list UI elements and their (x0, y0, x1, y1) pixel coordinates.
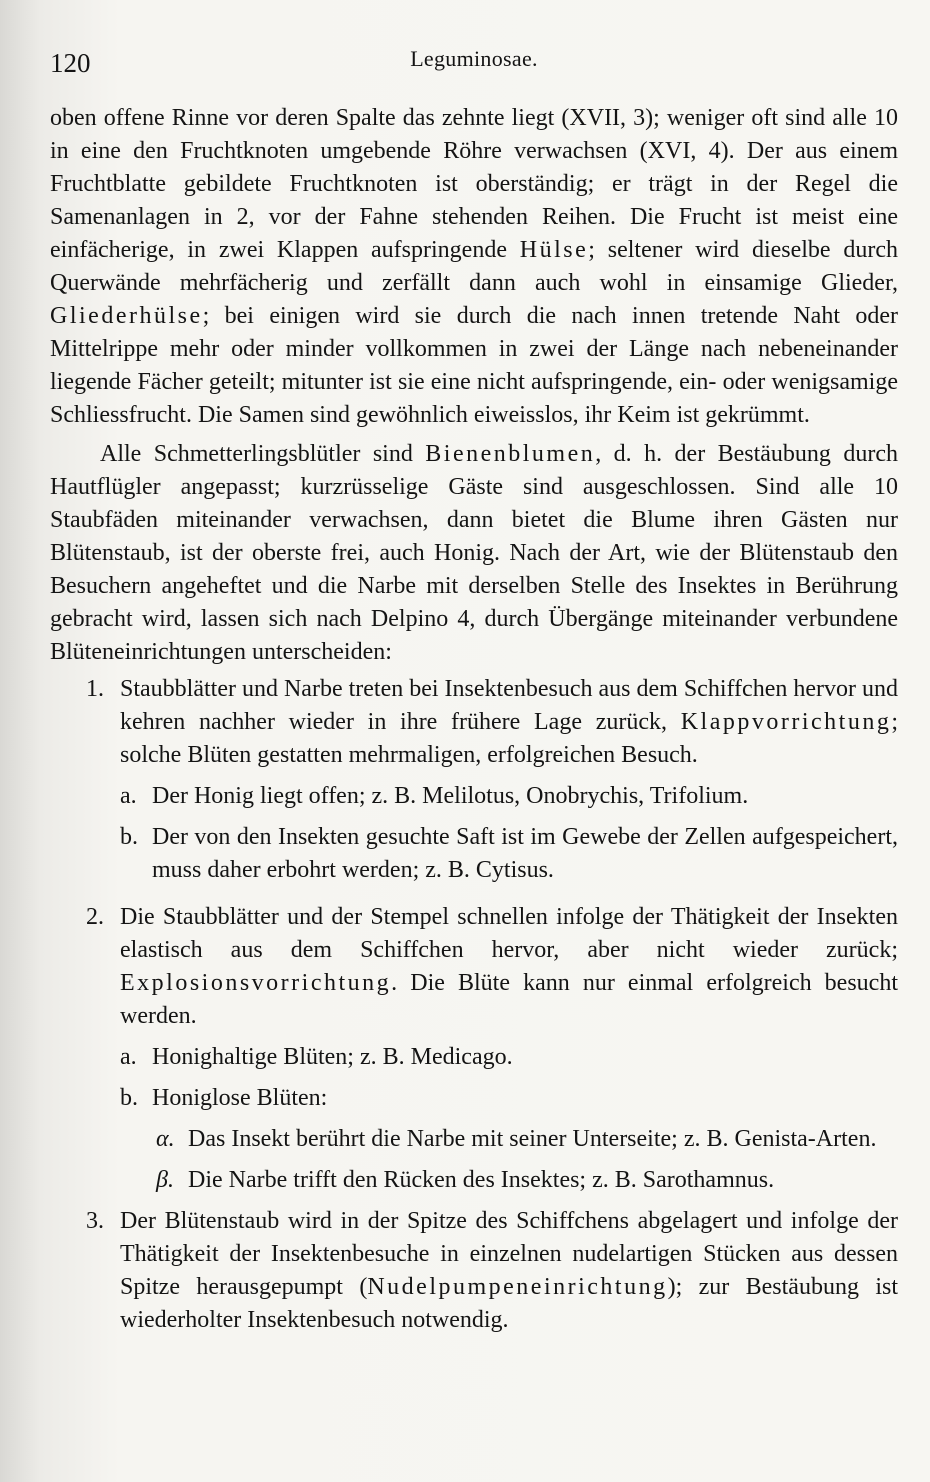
list-item-text (120, 901, 898, 1033)
list-item-text (120, 1205, 898, 1337)
list-number: 1. (86, 676, 104, 702)
subsubitem-text: Die Narbe trifft den Rücken des Insektes; z. B. Sarothamnus. (188, 1167, 775, 1193)
text-run: ; bei einigen wird sie durch die nach innen tretende Naht oder Mittelrippe mehr oder minder vollkommen in zwei der Länge nach nebeneinander liegende Fächer geteilt; mitunter ist sie eine nicht aufspringende, ein- oder wenigsamige Schliessfrucht. Die Samen sind gewöhnlich eiweisslos, ihr Keim ist gekrümmt. (50, 303, 898, 428)
paragraph-fruit-description (50, 102, 898, 432)
text-run: ; solche Blüten gestatten mehrmaligen, erfolgreichen Besuch. (120, 709, 898, 768)
text-run: ); zur Bestäubung ist wiederholter Insektenbesuch notwendig. (120, 1274, 898, 1333)
page-number: 120 (50, 48, 91, 78)
text-run: Die Staubblätter und der Stempel schnellen infolge der Thätigkeit der Insekten elastisch aus dem Schiffchen hervor, aber nicht wieder zurück; (120, 904, 898, 963)
greek-letter: α. (156, 1126, 175, 1152)
text-run: , d. h. der Bestäubung durch Hautflügler angepasst; kurzrüsselige Gäste sind ausgeschlossen. Sind alle 10 Staubfäden miteinander verwachsen, dann bietet die Blume ihren Gästen nur Blütenstaub, ist der oberste frei, auch Honig. Nach der Art, wie der Blütenstaub den Besuchern angeheftet und die Narbe mit derselben Stelle des Insektes in Berührung gebracht wird, lassen sich nach Delpino 4, durch Übergänge miteinander verbundene Blüteneinrichtungen unterscheiden: (50, 441, 899, 665)
list-item (50, 1205, 898, 1337)
emphasis-term: Gliederhülse (50, 303, 203, 329)
list-item-text (120, 673, 898, 772)
sub-letter: b. (120, 824, 138, 850)
running-title: Leguminosae. (410, 46, 538, 71)
page-header (50, 44, 898, 82)
list-subitem (50, 1082, 898, 1115)
text-run: Alle Schmetterlingsblütler sind (100, 441, 426, 467)
list-subitem (50, 1041, 898, 1074)
list-number: 3. (86, 1208, 104, 1234)
greek-letter: β. (156, 1167, 174, 1193)
subitem-text: Der Honig liegt offen; z. B. Melilotus, Onobrychis, Trifolium. (152, 783, 749, 809)
emphasis-term: Klappvorrichtung (680, 709, 892, 735)
emphasis-term: Hülse (519, 237, 589, 263)
list-subsubitem (50, 1123, 898, 1156)
sub-letter: b. (120, 1085, 138, 1111)
emphasis-term: Explosionsvorrichtung (120, 970, 392, 996)
list-subsubitem (50, 1164, 898, 1197)
subitem-text: Honighaltige Blüten; z. B. Medicago. (152, 1044, 513, 1070)
subitem-text: Der von den Insekten gesuchte Saft ist im Gewebe der Zellen aufgespeichert, muss daher erbohrt werden; z. B. Cytisus. (152, 824, 898, 883)
emphasis-term: Nudelpumpeneinrichtung (367, 1274, 668, 1300)
text-run: ; seltener wird dieselbe durch Querwände mehrfächerig und zerfällt dann auch wohl in einsamige Glieder, (50, 237, 899, 296)
text-run: . Die Blüte kann nur einmal erfolgreich besucht werden. (120, 970, 898, 1029)
sub-letter: a. (120, 1044, 137, 1070)
list-number: 2. (86, 904, 104, 930)
emphasis-term: Bienenblumen (425, 441, 596, 467)
text-run: Staubblätter und Narbe treten bei Insektenbesuch aus dem Schiffchen hervor und kehren nachher wieder in ihre frühere Lage zurück, (120, 676, 898, 735)
paragraph-pollination (50, 438, 898, 669)
text-run: Der Blütenstaub wird in der Spitze des Schiffchens abgelagert und infolge der Thätigkeit der Insektenbesuche in einzelnen nudelartigen Stücken aus dessen Spitze herausgepumpt ( (120, 1208, 898, 1300)
list-item (50, 901, 898, 1033)
sub-letter: a. (120, 783, 137, 809)
mechanism-list (50, 673, 898, 1337)
subsubitem-text: Das Insekt berührt die Narbe mit seiner Unterseite; z. B. Genista-Arten. (188, 1126, 877, 1152)
text-run: oben offene Rinne vor deren Spalte das zehnte liegt (XVII, 3); weniger oft sind alle 10 in eine den Fruchtknoten umgebende Röhre verwachsen (XVI, 4). Der aus einem Fruchtblatte gebildete Fruchtknoten ist oberständig; er trägt in der Regel die Samenanlagen in 2, vor der Fahne stehenden Reihen. Die Frucht ist meist eine einfächerige, in zwei Klappen aufspringende (50, 105, 898, 263)
list-subitem (50, 821, 898, 887)
list-subitem (50, 780, 898, 813)
subitem-text: Honiglose Blüten: (152, 1085, 328, 1111)
list-item (50, 673, 898, 772)
